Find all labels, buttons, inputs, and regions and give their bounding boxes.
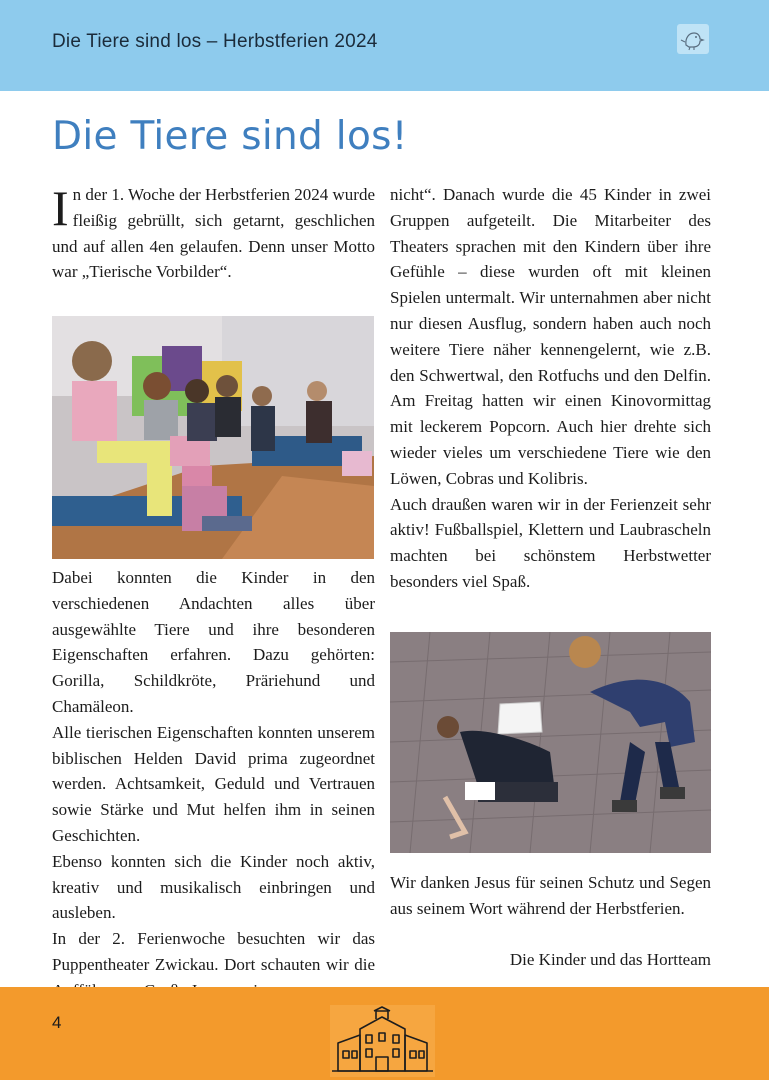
- paragraph: nicht“. Danach wurde die 45 Kinder in zwei Gruppen aufgeteilt. Die Mitarbeiter des Theaters sprachen mit den Kindern über ihre Gefühle – diese wurden oft mit kleinen Spielen untermalt. Wir unternahmen aber nicht nur diesen Ausflug, sondern haben auch noch weitere Tiere näher kennengelernt, wie z.B. den Schwertwal, den Rotfuchs und den Delfin. Am Freitag hatten wir einen Kinovormittag mit leckerem Popcorn. Auch hier drehte sich wieder vieles um verschiedene Tiere wie den Löwen, Cobras und Kolibris.: [390, 185, 711, 488]
- paragraph: Ebenso konnten sich die Kinder noch aktiv, kreativ und musikalisch einbringen und ausleben.: [52, 851, 375, 923]
- header-title: Die Tiere sind los – Herbstferien 2024: [52, 31, 378, 52]
- page-footer: [0, 987, 769, 1080]
- drop-cap: I: [52, 180, 69, 236]
- paragraph: Alle tierischen Eigenschaften konnten unserem biblischen Helden David prima zugeordnet werden. Achtsamkeit, Geduld und Vertrauen sowie Stärke und Mut helfen ihm in seinen Geschichten.: [52, 722, 375, 845]
- right-column-body: [390, 182, 711, 595]
- closing-paragraph: Wir danken Jesus für seinen Schutz und Segen aus seinem Wort während der Herbstferien.: [390, 873, 711, 918]
- signature: Die Kinder und das Hortteam: [509, 950, 711, 969]
- intro-paragraph: [52, 182, 375, 285]
- paragraph: Dabei konnten die Kinder in den verschiedenen Andachten alles über ausgewählte Tiere und ihre besonderen Eigenschaften erfahren. Dazu gehörten: Gorilla, Schildkröte, Präriehund und Chamäleon.: [52, 568, 375, 716]
- children-outdoor-game-photo: [390, 632, 711, 853]
- paragraph: In der 2. Ferienwoche besuchten wir das Puppentheater Zwickau. Dort schauten wir die: [52, 929, 375, 974]
- left-column-body: [52, 565, 375, 1004]
- page-number: 4: [52, 1013, 62, 1032]
- intro-text: n der 1. Woche der Herbstferien 2024 wurde fleißig gebrüllt, sich getarnt, geschlichen und auf allen 4en gelaufen. Denn unser Motto war „Tierische Vorbilder“.: [52, 185, 375, 282]
- page-header: [0, 0, 769, 91]
- page-title: Die Tiere sind los!: [52, 114, 408, 159]
- children-sitting-photo: [52, 316, 374, 559]
- paragraph: Auch draußen waren wir in der Ferienzeit sehr aktiv! Fußballspiel, Klettern und Laubrascheln machten bei schönstem Herbstwetter besonders viel Spaß.: [390, 494, 711, 591]
- school-building-icon: [330, 1005, 435, 1077]
- bird-icon: [677, 24, 709, 54]
